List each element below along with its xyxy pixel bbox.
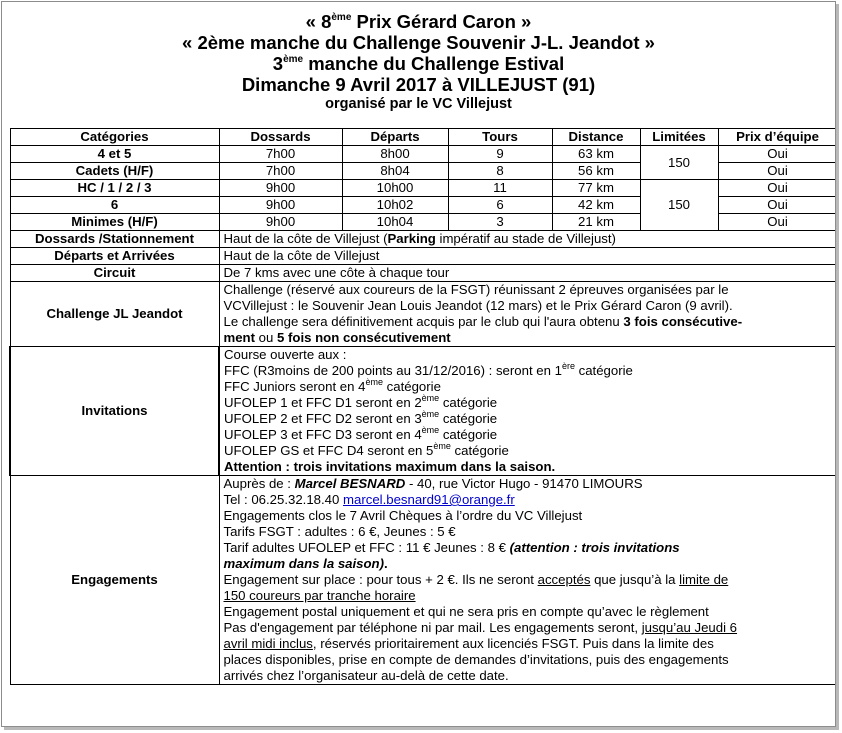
departs-label: Départs et Arrivées — [10, 248, 219, 265]
challenge-label: Challenge JL Jeandot — [10, 282, 219, 347]
invitations-line-5-b: catégorie — [439, 411, 498, 426]
distance-cell: 77 km — [552, 180, 640, 197]
invitations-line-7 — [224, 443, 834, 459]
page — [1, 1, 836, 727]
challenge-line-4-c: 5 fois non consécutivement — [277, 330, 451, 345]
dossards-text-a: Haut de la côte de Villejust ( — [223, 231, 388, 246]
distance-cell: 21 km — [552, 214, 640, 231]
header-distance: Distance — [552, 129, 640, 146]
engagements-line-2 — [224, 492, 835, 508]
challenge-line-1: Challenge (réservé aux coureurs de la FSGT) réunissant 2 épreuves organisées par le — [223, 282, 729, 297]
organizer-name: Marcel BESNARD — [294, 476, 406, 491]
engagements-row — [10, 476, 836, 685]
engagements-line-1-a: Auprès de : — [223, 476, 295, 491]
invitations-line-3-b: catégorie — [382, 379, 441, 394]
invitations-line-2 — [224, 363, 834, 379]
engagements-line-7 — [224, 572, 835, 588]
engagements-line-7-b: que jusqu’à la — [590, 572, 680, 587]
tours-cell: 8 — [448, 163, 552, 180]
title-line-1-a: « 8 — [305, 11, 332, 32]
dossards-label: Dossards /Stationnement — [10, 231, 219, 248]
invitations-line-6-b: catégorie — [439, 427, 498, 442]
challenge-line-2: VCVillejust : le Souvenir Jean Louis Jeandot (12 mars) et le Prix Gérard Caron (9 avril). — [223, 298, 733, 313]
tours-cell: 6 — [448, 197, 552, 214]
engagements-line-13: arrivés chez l’organisateur au-delà de cette date. — [223, 668, 509, 683]
engagements-line-12: places disponibles, prise en compte de demandes d’invitations, puis des engagements — [223, 652, 729, 667]
tours-cell: 11 — [448, 180, 552, 197]
team-prize-cell: Oui — [718, 146, 836, 163]
engagements-line-11-u: avril midi inclus — [223, 636, 313, 651]
invitations-line-3-sup: ème — [365, 377, 383, 387]
title-line-3-a: 3 — [272, 53, 284, 74]
distance-cell: 56 km — [552, 163, 640, 180]
category-cell: Cadets (H/F) — [10, 163, 219, 180]
engagements-line-10-a: Pas d'engagement par téléphone ni par mail. Les engagements seront, — [223, 620, 642, 635]
engagements-line-6-a: maximum dans la saison) — [223, 556, 385, 571]
invitations-line-6-sup: ème — [421, 425, 440, 435]
header-tours: Tours — [448, 129, 552, 146]
title-line-1-b: Prix Gérard Caron » — [351, 11, 532, 32]
engagements-line-5-a: Tarif adultes UFOLEP et FFC : 11 € Jeunes : 8 € — [223, 540, 510, 555]
invitations-line-2-sup: ère — [561, 361, 575, 371]
invitations-line-2-a: FFC (R3moins de 200 points au 31/12/2016) : seront en 1 — [224, 363, 562, 378]
organizer-phone: Tel : 06.25.32.18.40 — [223, 492, 344, 507]
dossards-cell: 9h00 — [219, 180, 342, 197]
title-line-1 — [2, 11, 835, 32]
engagements-line-7-u1: acceptés — [537, 572, 591, 587]
invitations-line-5 — [224, 411, 834, 427]
engagements-line-10-u: jusqu’au Jeudi 6 — [641, 620, 738, 635]
limit-cell-group-2: 150 — [640, 180, 718, 231]
invitations-line-3 — [224, 379, 834, 395]
invitations-label: Invitations — [10, 347, 219, 476]
invitations-line-1: Course ouverte aux : — [224, 347, 347, 362]
invitations-line-7-sup: ème — [433, 441, 451, 451]
dossards-text-bold: Parking — [387, 231, 436, 246]
engagements-line-11-b: , réservés prioritairement aux licenciés FSGT. Puis dans la limite des — [312, 636, 714, 651]
engagements-line-1 — [224, 476, 835, 492]
table-row — [10, 146, 836, 163]
engagements-line-8 — [224, 588, 835, 604]
departs-cell: 10h02 — [342, 197, 448, 214]
dossards-cell: 9h00 — [219, 214, 342, 231]
engagements-line-8-u: 150 coureurs par tranche horaire — [223, 588, 416, 603]
departs-cell: 10h00 — [342, 180, 448, 197]
tours-cell: 9 — [448, 146, 552, 163]
header-categories: Catégories — [10, 129, 219, 146]
invitations-line-4-a: UFOLEP 1 et FFC D1 seront en 2 — [224, 395, 422, 410]
category-cell: Minimes (H/F) — [10, 214, 219, 231]
invitations-text — [219, 347, 836, 476]
challenge-line-3 — [224, 314, 835, 330]
challenge-line-3-a: Le challenge sera définitivement acquis par le club qui l'aura obtenu — [223, 314, 624, 329]
tours-cell: 3 — [448, 214, 552, 231]
category-cell: 6 — [10, 197, 219, 214]
category-cell: 4 et 5 — [10, 146, 219, 163]
table-header-row — [10, 129, 836, 146]
challenge-text — [219, 282, 836, 347]
team-prize-cell: Oui — [718, 214, 836, 231]
departs-row — [10, 248, 836, 265]
invitations-line-5-a: UFOLEP 2 et FFC D2 seront en 3 — [224, 411, 422, 426]
circuit-text: De 7 kms avec une côte à chaque tour — [219, 265, 836, 282]
challenge-row — [10, 282, 836, 347]
engagements-line-11 — [224, 636, 835, 652]
challenge-line-4-b: ou — [255, 330, 278, 345]
engagements-line-5 — [224, 540, 835, 556]
dossards-row — [10, 231, 836, 248]
invitations-line-2-b: catégorie — [574, 363, 633, 378]
title-line-4: Dimanche 9 Avril 2017 à VILLEJUST (91) — [241, 74, 596, 95]
team-prize-cell: Oui — [718, 180, 836, 197]
team-prize-cell: Oui — [718, 163, 836, 180]
departs-cell: 10h04 — [342, 214, 448, 231]
title-line-3-b: manche du Challenge Estival — [303, 53, 565, 74]
race-info-table — [9, 128, 836, 685]
organizer-address: - 40, rue Victor Hugo - 91470 LIMOURS — [405, 476, 643, 491]
title-line-3 — [2, 53, 835, 74]
header-limitees: Limitées — [640, 129, 718, 146]
title-line-5: organisé par le VC Villejust — [325, 96, 512, 112]
departs-cell: 8h04 — [342, 163, 448, 180]
invitations-line-3-a: FFC Juniors seront en 4 — [224, 379, 366, 394]
invitations-line-4-sup: ème — [421, 393, 440, 403]
invitations-line-6-a: UFOLEP 3 et FFC D3 seront en 4 — [224, 427, 422, 442]
email-link[interactable]: marcel.besnard91@orange.fr — [343, 492, 515, 507]
invitations-line-4 — [224, 395, 834, 411]
circuit-row — [10, 265, 836, 282]
distance-cell: 42 km — [552, 197, 640, 214]
engagements-label: Engagements — [10, 476, 219, 685]
limit-cell-group-1: 150 — [640, 146, 718, 180]
dossards-cell: 7h00 — [219, 146, 342, 163]
engagements-line-10 — [224, 620, 835, 636]
engagements-line-6-b: . — [384, 556, 388, 571]
title-line-1-sup: ème — [331, 12, 352, 23]
invitations-line-5-sup: ème — [421, 409, 440, 419]
table-row — [10, 180, 836, 197]
circuit-label: Circuit — [10, 265, 219, 282]
departs-cell: 8h00 — [342, 146, 448, 163]
document-header — [2, 11, 835, 114]
category-cell: HC / 1 / 2 / 3 — [10, 180, 219, 197]
distance-cell: 63 km — [552, 146, 640, 163]
challenge-line-4 — [224, 330, 835, 346]
departs-text: Haut de la côte de Villejust — [219, 248, 836, 265]
engagements-line-5-b: (attention : trois invitations — [509, 540, 680, 555]
engagements-line-7-u2: limite de — [679, 572, 729, 587]
invitations-line-4-b: catégorie — [439, 395, 498, 410]
challenge-line-4-a: ment — [223, 330, 256, 345]
dossards-cell: 7h00 — [219, 163, 342, 180]
invitations-line-8: Attention : trois invitations maximum dans la saison. — [224, 459, 556, 474]
challenge-line-3-b: 3 fois consécutive- — [623, 314, 743, 329]
invitations-row — [10, 347, 836, 476]
team-prize-cell: Oui — [718, 197, 836, 214]
engagements-line-3: Engagements clos le 7 Avril Chèques à l’ordre du VC Villejust — [223, 508, 583, 523]
engagements-line-9: Engagement postal uniquement et qui ne sera pris en compte qu’avec le règlement — [223, 604, 709, 619]
invitations-line-6 — [224, 427, 834, 443]
engagements-line-6 — [224, 556, 835, 572]
dossards-text-b: impératif au stade de Villejust) — [435, 231, 616, 246]
engagements-line-7-a: Engagement sur place : pour tous + 2 €. Ils ne seront — [223, 572, 538, 587]
engagements-text — [219, 476, 836, 685]
invitations-line-7-b: catégorie — [450, 443, 509, 458]
invitations-line-7-a: UFOLEP GS et FFC D4 seront en 5 — [224, 443, 434, 458]
header-prix-equipe: Prix d’équipe — [718, 129, 836, 146]
header-departs: Départs — [342, 129, 448, 146]
title-line-3-sup: ème — [283, 54, 304, 65]
dossards-text — [219, 231, 836, 248]
header-dossards: Dossards — [219, 129, 342, 146]
dossards-cell: 9h00 — [219, 197, 342, 214]
engagements-line-4: Tarifs FSGT : adultes : 6 €, Jeunes : 5 € — [223, 524, 456, 539]
title-line-2: « 2ème manche du Challenge Souvenir J-L. Jeandot » — [182, 32, 655, 53]
